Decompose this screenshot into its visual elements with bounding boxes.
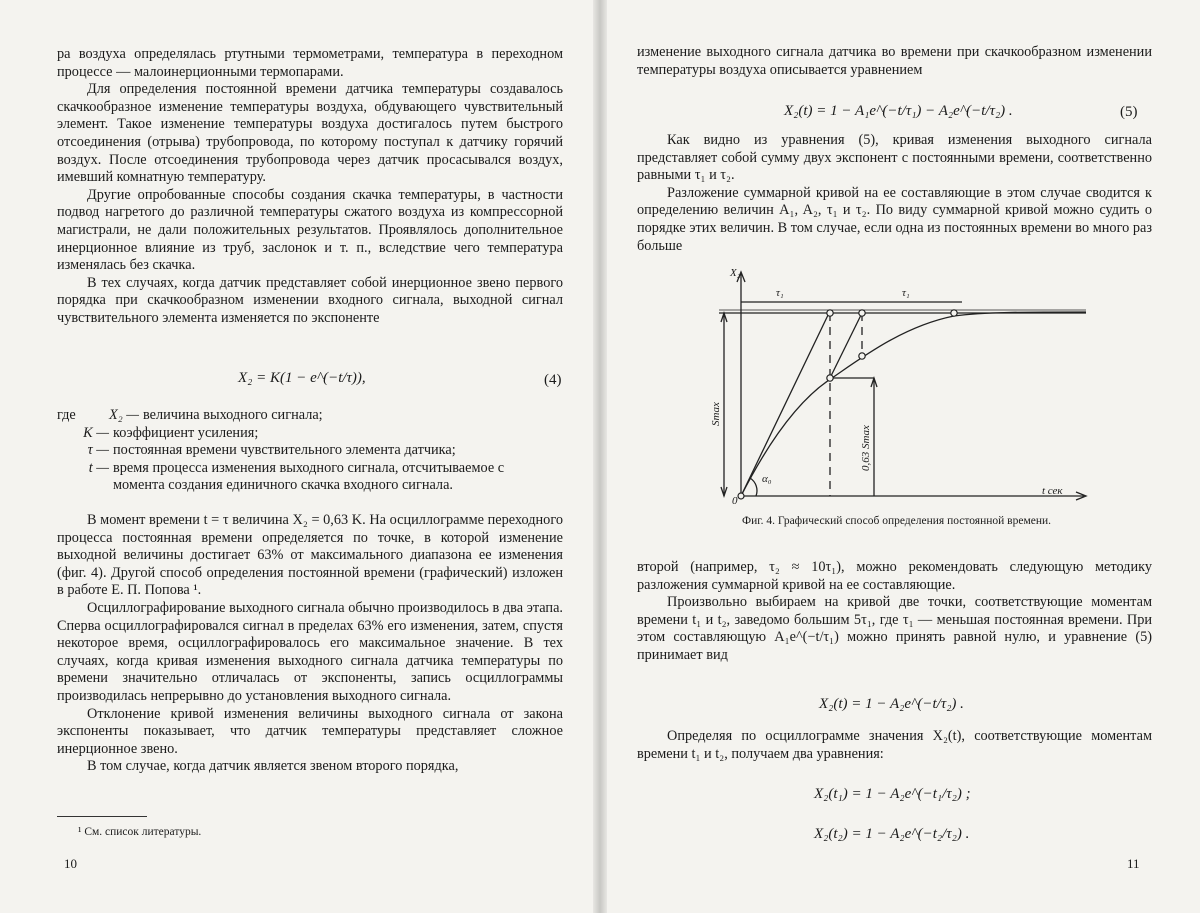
curve-point bbox=[859, 353, 865, 359]
definition-text: время процесса изменения выходного сигнала, отсчитываемое с момента создания единичного скачка входного сигнала. bbox=[113, 459, 505, 494]
equation-5: X₂(t) = 1 − A₁e^(−t/τ₁) − A₂e^(−t/τ₂) . bbox=[784, 103, 1013, 119]
origin-point bbox=[738, 493, 744, 499]
equation-4: X₂ = K(1 − e^(−t/τ)), bbox=[238, 370, 366, 386]
right-text-block-1 bbox=[637, 44, 1152, 79]
definition-symbol: K — bbox=[83, 424, 109, 441]
alpha-arc bbox=[750, 478, 757, 496]
curve-point bbox=[859, 310, 865, 316]
definition-text: коэффициент усиления; bbox=[113, 424, 259, 441]
equation-4-number: (4) bbox=[544, 372, 562, 388]
right-text-block-4 bbox=[637, 728, 1152, 763]
paragraph: Произвольно выбираем на кривой две точки, соответствующие моментам времени t₁ и t₂, заведомо большим 5τ₁, где τ₁ — меньшая постоянная времени. При этом составляющую A₁e^(−t/τ₁) можно принять равной нулю, и уравнение (5) принимает вид bbox=[637, 594, 1152, 663]
left-text-block-2 bbox=[57, 512, 563, 776]
right-text-block-2 bbox=[637, 132, 1152, 255]
paragraph: Для определения постоянной времени датчика температуры создавалось скачкообразное изменение температуры воздуха, обдувающего чувствительный элемент. Такое изменение температуры воздуха достигалось путем быстрого отсоединения (отрыва) трубопровода, по которому поступал к датчику горячий воздух. После отсоединения трубопровода через датчик просасывался воздух, имевший комнатную температуру. bbox=[57, 81, 563, 186]
definition-symbol: τ — bbox=[87, 442, 109, 459]
figure-4-diagram bbox=[704, 266, 1094, 508]
paragraph: ра воздуха определялась ртутными термометрами, температура в переходном процессе — малоинерционными термопарами. bbox=[57, 46, 563, 80]
origin-label: 0 bbox=[732, 495, 738, 507]
definition-row bbox=[57, 425, 567, 443]
s063-label: 0,63 Smax bbox=[860, 425, 872, 471]
left-page bbox=[0, 0, 596, 913]
exponential-curve bbox=[741, 312, 1086, 496]
where-label: где bbox=[57, 407, 76, 423]
equation-8: X₂(t₂) = 1 − A₂e^(−t₂/τ₂) . bbox=[814, 826, 970, 842]
curve-point bbox=[827, 310, 833, 316]
definitions-list bbox=[57, 407, 567, 495]
paragraph: Как видно из уравнения (5), кривая изменения выходного сигнала представляет собой сумму двух экспонент с постоянными времени, соответственно равными τ₁ и τ₂. bbox=[637, 132, 1152, 184]
equation-7: X₂(t₁) = 1 − A₂e^(−t₁/τ₂) ; bbox=[814, 786, 971, 802]
equation-5-number: (5) bbox=[1120, 104, 1138, 120]
footnote: ¹ См. список литературы. bbox=[78, 826, 202, 838]
paragraph: Осциллографирование выходного сигнала обычно производилось в два этапа. Сперва осциллографировался сигнал в пределах 63% его изменения, затем, спустя некоторое время, осциллографировалось его максимальное значение. В тех случаях, когда кривая изменения выходного сигнала датчика температуры по времени значительно отличалась от экспоненты, запись осциллограммы производилась непрерывно до установления выходного сигнала. bbox=[57, 599, 563, 704]
tau1-label: τ₁ bbox=[776, 287, 784, 299]
left-text-block-1 bbox=[57, 46, 563, 328]
tau2-label: τ₁ bbox=[902, 287, 910, 299]
paragraph: изменение выходного сигнала датчика во времени при скачкообразном изменении температуры воздуха описывается уравнением bbox=[637, 44, 1152, 78]
equation-6: X₂(t) = 1 − A₂e^(−t/τ₂) . bbox=[819, 696, 964, 712]
curve-point bbox=[951, 310, 957, 316]
definition-text: величина выходного сигнала; bbox=[143, 407, 323, 423]
paragraph: второй (например, τ₂ ≈ 10τ₁), можно рекомендовать следующую методику разложения суммарной кривой на ее составляющие. bbox=[637, 559, 1152, 593]
definition-row bbox=[57, 442, 567, 460]
definition-row bbox=[57, 460, 567, 495]
figure-caption: Фиг. 4. Графический способ определения постоянной времени. bbox=[741, 515, 1052, 527]
definition-symbol: t — bbox=[88, 459, 109, 476]
tau1-tangent-line bbox=[741, 313, 829, 496]
paragraph: В момент времени t = τ величина X₂ = 0,63 K. На осциллограмме переходного процесса постоянная времени определяется по точке, в которой изменение выходной величины достигает 63% от максимального диапазона ее изменения (фиг. 4). Другой способ определения постоянной времени (графический) изложен в работе Е. П. Попова ¹. bbox=[57, 512, 563, 599]
paragraph: Разложение суммарной кривой на ее составляющие в этом случае сводится к определению величин A₁, A₂, τ₁ и τ₂. По виду суммарной кривой можно судить о порядке этих величин. В том случае, если одна из постоянных времени во много раз больше bbox=[637, 184, 1152, 254]
definition-symbol: X₂ — bbox=[109, 407, 139, 423]
curve-point bbox=[827, 375, 833, 381]
right-page bbox=[604, 0, 1200, 913]
paragraph: В том случае, когда датчик является звеном второго порядка, bbox=[87, 758, 459, 775]
page-number: 11 bbox=[1127, 856, 1140, 871]
footnote-rule bbox=[57, 816, 147, 817]
definition-row bbox=[57, 407, 567, 425]
paragraph: Отклонение кривой изменения величины выходного сигнала от закона экспоненты показывает, что датчик температуры представляет сложное инерционное звено. bbox=[57, 705, 563, 757]
x-axis-label: t сек bbox=[1042, 485, 1063, 497]
paragraph: В тех случаях, когда датчик представляет собой инерционное звено первого порядка при скачкообразном изменении входного сигнала, выходной сигнал чувствительного элемента изменяется по экспоненте bbox=[57, 274, 563, 326]
paragraph: Определяя по осциллограмме значения X₂(t), соответствующие моментам времени t₁ и t₂, получаем два уравнения: bbox=[637, 728, 1152, 762]
definition-text: постоянная времени чувствительного элемента датчика; bbox=[113, 442, 456, 459]
page-number: 10 bbox=[64, 856, 77, 871]
paragraph: Другие опробованные способы создания скачка температуры, в частности подвод нагретого до различной температуры сжатого воздуха из компрессорной магистрали, не дали положительных результатов. Проявлялось дополнительное инерционное влияние из труб, заслонок и т. п., вследствие чего температура изменялась без скачка. bbox=[57, 186, 563, 274]
right-text-block-3 bbox=[637, 559, 1152, 665]
smax-label: Smax bbox=[710, 402, 722, 426]
y-axis-label: X₂ bbox=[730, 267, 741, 279]
alpha-label: α₀ bbox=[762, 473, 772, 485]
